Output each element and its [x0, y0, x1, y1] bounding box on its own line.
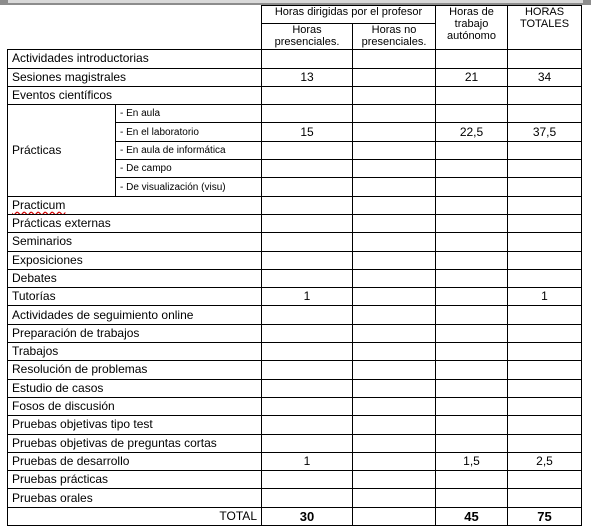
practicas-sub-label: - De campo — [116, 160, 262, 178]
cell-presenciales — [262, 105, 353, 123]
row-label: Eventos científicos — [8, 86, 262, 104]
cell-no-presenciales — [353, 471, 436, 489]
total-autonomo: 45 — [436, 507, 508, 525]
cell-presenciales — [262, 361, 353, 379]
cell-totales — [508, 434, 582, 452]
table-row — [8, 269, 582, 287]
total-totales: 75 — [508, 507, 582, 525]
practicas-label: Prácticas — [8, 105, 116, 196]
cell-totales — [508, 397, 582, 415]
cell-presenciales: 13 — [262, 68, 353, 86]
cell-autonomo — [436, 471, 508, 489]
cell-totales — [508, 343, 582, 361]
cell-autonomo — [436, 141, 508, 159]
header-autonomo: Horas de trabajo autónomo — [436, 6, 508, 50]
cell-totales — [508, 160, 582, 178]
cell-presenciales — [262, 306, 353, 324]
cell-no-presenciales — [353, 178, 436, 196]
cell-presenciales — [262, 397, 353, 415]
row-label: Pruebas orales — [8, 489, 262, 507]
header-presenciales: Horas presenciales. — [262, 24, 353, 50]
table-row — [8, 86, 582, 104]
table-row — [8, 324, 582, 342]
row-label: Actividades de seguimiento online — [8, 306, 262, 324]
row-label — [8, 196, 262, 214]
table-row — [8, 452, 582, 470]
cell-no-presenciales — [353, 68, 436, 86]
cell-autonomo — [436, 361, 508, 379]
table-row — [8, 196, 582, 214]
table-row — [8, 251, 582, 269]
cell-presenciales — [262, 379, 353, 397]
header-no-presenciales: Horas no presenciales. — [353, 24, 436, 50]
cell-no-presenciales — [353, 160, 436, 178]
table-row — [8, 361, 582, 379]
cell-presenciales — [262, 233, 353, 251]
cell-presenciales — [262, 160, 353, 178]
table-row-practicas — [8, 105, 582, 123]
cell-no-presenciales — [353, 105, 436, 123]
cell-no-presenciales — [353, 50, 436, 68]
cell-autonomo — [436, 397, 508, 415]
cell-totales — [508, 489, 582, 507]
cell-no-presenciales — [353, 251, 436, 269]
cell-autonomo — [436, 434, 508, 452]
cell-autonomo — [436, 214, 508, 232]
practicas-sub-label: - De visualización (visu) — [116, 178, 262, 196]
cell-totales — [508, 251, 582, 269]
cell-no-presenciales — [353, 269, 436, 287]
row-label-text: Practicum — [12, 197, 66, 212]
cell-totales — [508, 379, 582, 397]
cell-autonomo — [436, 251, 508, 269]
total-presenciales: 30 — [262, 507, 353, 525]
cell-autonomo: 1,5 — [436, 452, 508, 470]
cell-presenciales — [262, 141, 353, 159]
table-row — [8, 68, 582, 86]
row-label: Debates — [8, 269, 262, 287]
row-label: Trabajos — [8, 343, 262, 361]
table-row — [8, 434, 582, 452]
cell-totales — [508, 361, 582, 379]
cell-autonomo — [436, 196, 508, 214]
cell-no-presenciales — [353, 324, 436, 342]
cell-presenciales: 1 — [262, 452, 353, 470]
row-label: Preparación de trabajos — [8, 324, 262, 342]
cell-presenciales — [262, 489, 353, 507]
cell-totales — [508, 416, 582, 434]
cell-autonomo — [436, 50, 508, 68]
cell-presenciales — [262, 343, 353, 361]
cell-totales — [508, 196, 582, 214]
cell-totales — [508, 214, 582, 232]
cell-totales — [508, 324, 582, 342]
cell-autonomo — [436, 178, 508, 196]
cell-totales — [508, 178, 582, 196]
header-empty-cell — [8, 6, 262, 50]
cell-autonomo — [436, 160, 508, 178]
cell-presenciales — [262, 214, 353, 232]
cell-autonomo — [436, 86, 508, 104]
header-totales: HORAS TOTALES — [508, 6, 582, 50]
cell-autonomo — [436, 105, 508, 123]
cell-no-presenciales — [353, 306, 436, 324]
row-label: Pruebas de desarrollo — [8, 452, 262, 470]
cell-autonomo — [436, 306, 508, 324]
row-label: Seminarios — [8, 233, 262, 251]
cell-no-presenciales — [353, 343, 436, 361]
table-row — [8, 471, 582, 489]
cell-presenciales: 15 — [262, 123, 353, 141]
cell-totales — [508, 141, 582, 159]
row-label: Sesiones magistrales — [8, 68, 262, 86]
cell-presenciales — [262, 178, 353, 196]
header-group: Horas dirigidas por el profesor — [262, 6, 436, 24]
cell-autonomo — [436, 416, 508, 434]
cell-no-presenciales — [353, 379, 436, 397]
cell-totales — [508, 233, 582, 251]
cell-presenciales — [262, 251, 353, 269]
table-row — [8, 50, 582, 68]
cell-totales: 34 — [508, 68, 582, 86]
total-row — [8, 507, 582, 525]
cell-no-presenciales — [353, 452, 436, 470]
cell-presenciales — [262, 434, 353, 452]
cell-autonomo — [436, 269, 508, 287]
table-row — [8, 397, 582, 415]
cell-presenciales — [262, 196, 353, 214]
cell-presenciales — [262, 50, 353, 68]
cell-no-presenciales — [353, 214, 436, 232]
practicas-sub-label: - En el laboratorio — [116, 123, 262, 141]
cell-totales — [508, 50, 582, 68]
table-row — [8, 214, 582, 232]
cell-totales — [508, 86, 582, 104]
table-row — [8, 379, 582, 397]
cell-no-presenciales — [353, 489, 436, 507]
practicas-sub-label: - En aula — [116, 105, 262, 123]
row-label: Pruebas objetivas tipo test — [8, 416, 262, 434]
cell-totales — [508, 306, 582, 324]
cell-autonomo — [436, 324, 508, 342]
cell-autonomo: 21 — [436, 68, 508, 86]
cell-presenciales — [262, 416, 353, 434]
cell-no-presenciales — [353, 86, 436, 104]
cell-no-presenciales — [353, 233, 436, 251]
table-row — [8, 233, 582, 251]
window-top-bar-inner — [8, 0, 583, 3]
cell-no-presenciales — [353, 141, 436, 159]
row-label: Pruebas objetivas de preguntas cortas — [8, 434, 262, 452]
cell-presenciales: 1 — [262, 288, 353, 306]
cell-no-presenciales — [353, 361, 436, 379]
cell-presenciales — [262, 324, 353, 342]
table-row — [8, 416, 582, 434]
row-label: Actividades introductorias — [8, 50, 262, 68]
total-no-presenciales — [353, 507, 436, 525]
cell-autonomo — [436, 379, 508, 397]
practicas-sub-label: - En aula de informática — [116, 141, 262, 159]
table-row — [8, 489, 582, 507]
cell-no-presenciales — [353, 397, 436, 415]
cell-presenciales — [262, 86, 353, 104]
cell-autonomo — [436, 343, 508, 361]
row-label: Tutorías — [8, 288, 262, 306]
hours-table — [7, 5, 582, 526]
table-row — [8, 306, 582, 324]
cell-totales: 2,5 — [508, 452, 582, 470]
cell-no-presenciales — [353, 288, 436, 306]
table-row — [8, 288, 582, 306]
row-label: Prácticas externas — [8, 214, 262, 232]
cell-autonomo: 22,5 — [436, 123, 508, 141]
cell-presenciales — [262, 269, 353, 287]
cell-no-presenciales — [353, 416, 436, 434]
cell-no-presenciales — [353, 196, 436, 214]
cell-presenciales — [262, 471, 353, 489]
cell-autonomo — [436, 288, 508, 306]
cell-autonomo — [436, 489, 508, 507]
table-row — [8, 343, 582, 361]
cell-totales: 1 — [508, 288, 582, 306]
cell-no-presenciales — [353, 434, 436, 452]
cell-totales — [508, 471, 582, 489]
cell-autonomo — [436, 233, 508, 251]
row-label: Estudio de casos — [8, 379, 262, 397]
cell-totales — [508, 269, 582, 287]
row-label: Pruebas prácticas — [8, 471, 262, 489]
cell-totales — [508, 105, 582, 123]
row-label: Exposiciones — [8, 251, 262, 269]
cell-no-presenciales — [353, 123, 436, 141]
total-label: TOTAL — [8, 507, 262, 525]
row-label: Resolución de problemas — [8, 361, 262, 379]
cell-totales: 37,5 — [508, 123, 582, 141]
row-label: Fosos de discusión — [8, 397, 262, 415]
